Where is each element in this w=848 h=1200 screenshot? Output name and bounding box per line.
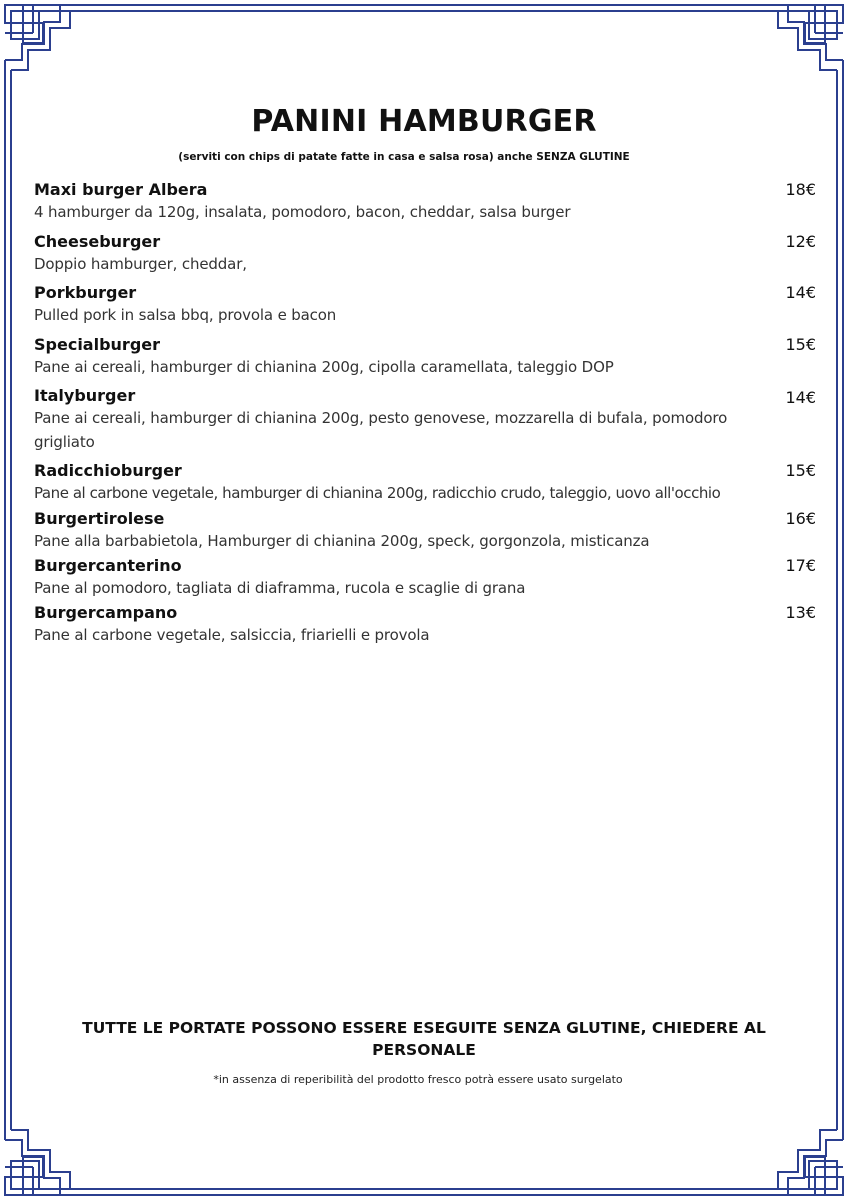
menu-item-description: Pane ai cereali, hamburger di chianina 200g, pesto genovese, mozzarella di bufala, pomodoro grigliato: [34, 409, 728, 451]
menu-item-price: 16€: [785, 509, 816, 528]
menu-item-price: 14€: [785, 388, 816, 407]
menu-item-price: 13€: [785, 603, 816, 622]
menu-item-name: Burgercanterino: [34, 556, 182, 575]
page-subtitle: (serviti con chips di patate fatte in casa e salsa rosa) anche SENZA GLUTINE: [178, 151, 630, 163]
menu-item-description: Pane al carbone vegetale, salsiccia, friarielli e provola: [34, 626, 430, 644]
menu-item-name: Cheeseburger: [34, 232, 161, 251]
menu-item-name: Specialburger: [34, 335, 161, 354]
menu-item: [34, 283, 816, 327]
menu-item: [34, 556, 816, 600]
menu-item-description: Pane ai cereali, hamburger di chianina 200g, cipolla caramellata, taleggio DOP: [34, 358, 614, 376]
page-title: PANINI HAMBURGER: [251, 104, 597, 139]
menu-item-description: 4 hamburger da 120g, insalata, pomodoro, bacon, cheddar, salsa burger: [34, 203, 571, 221]
menu-item: [34, 509, 816, 553]
menu-item-price: 17€: [785, 556, 816, 575]
menu-item-name: Burgertirolese: [34, 509, 165, 528]
menu-item-name: Burgercampano: [34, 603, 178, 622]
menu-item: [34, 335, 816, 379]
menu-item-description: Pane alla barbabietola, Hamburger di chianina 200g, speck, gorgonzola, misticanza: [34, 532, 650, 550]
frozen-product-note: *in assenza di reperibilità del prodotto fresco potrà essere usato surgelato: [213, 1073, 623, 1086]
menu-item-price: 12€: [785, 232, 816, 251]
menu-item: [34, 232, 816, 276]
menu-item-price: 15€: [785, 335, 816, 354]
menu-item-description: Pane al carbone vegetale, hamburger di chianina 200g, radicchio crudo, taleggio, uovo all'occhio: [34, 484, 721, 502]
menu-item-price: 15€: [785, 461, 816, 480]
menu-item-description: Pane al pomodoro, tagliata di diaframma, rucola e scaglie di grana: [34, 579, 526, 597]
menu-item-description: Doppio hamburger, cheddar,: [34, 255, 247, 273]
menu-item-price: 18€: [785, 180, 816, 199]
menu-item: [34, 386, 816, 454]
menu-item: [34, 461, 816, 505]
gluten-free-note: TUTTE LE PORTATE POSSONO ESSERE ESEGUITE SENZA GLUTINE, CHIEDERE AL PERSONALE: [82, 1019, 766, 1059]
menu-item-price: 14€: [785, 283, 816, 302]
menu-item: [34, 180, 816, 224]
menu-item: [34, 603, 816, 647]
menu-item-name: Radicchioburger: [34, 461, 182, 480]
menu-item-description: Pulled pork in salsa bbq, provola e bacon: [34, 306, 337, 324]
menu-item-name: Porkburger: [34, 283, 137, 302]
menu-item-name: Italyburger: [34, 386, 136, 405]
menu-item-name: Maxi burger Albera: [34, 180, 208, 199]
